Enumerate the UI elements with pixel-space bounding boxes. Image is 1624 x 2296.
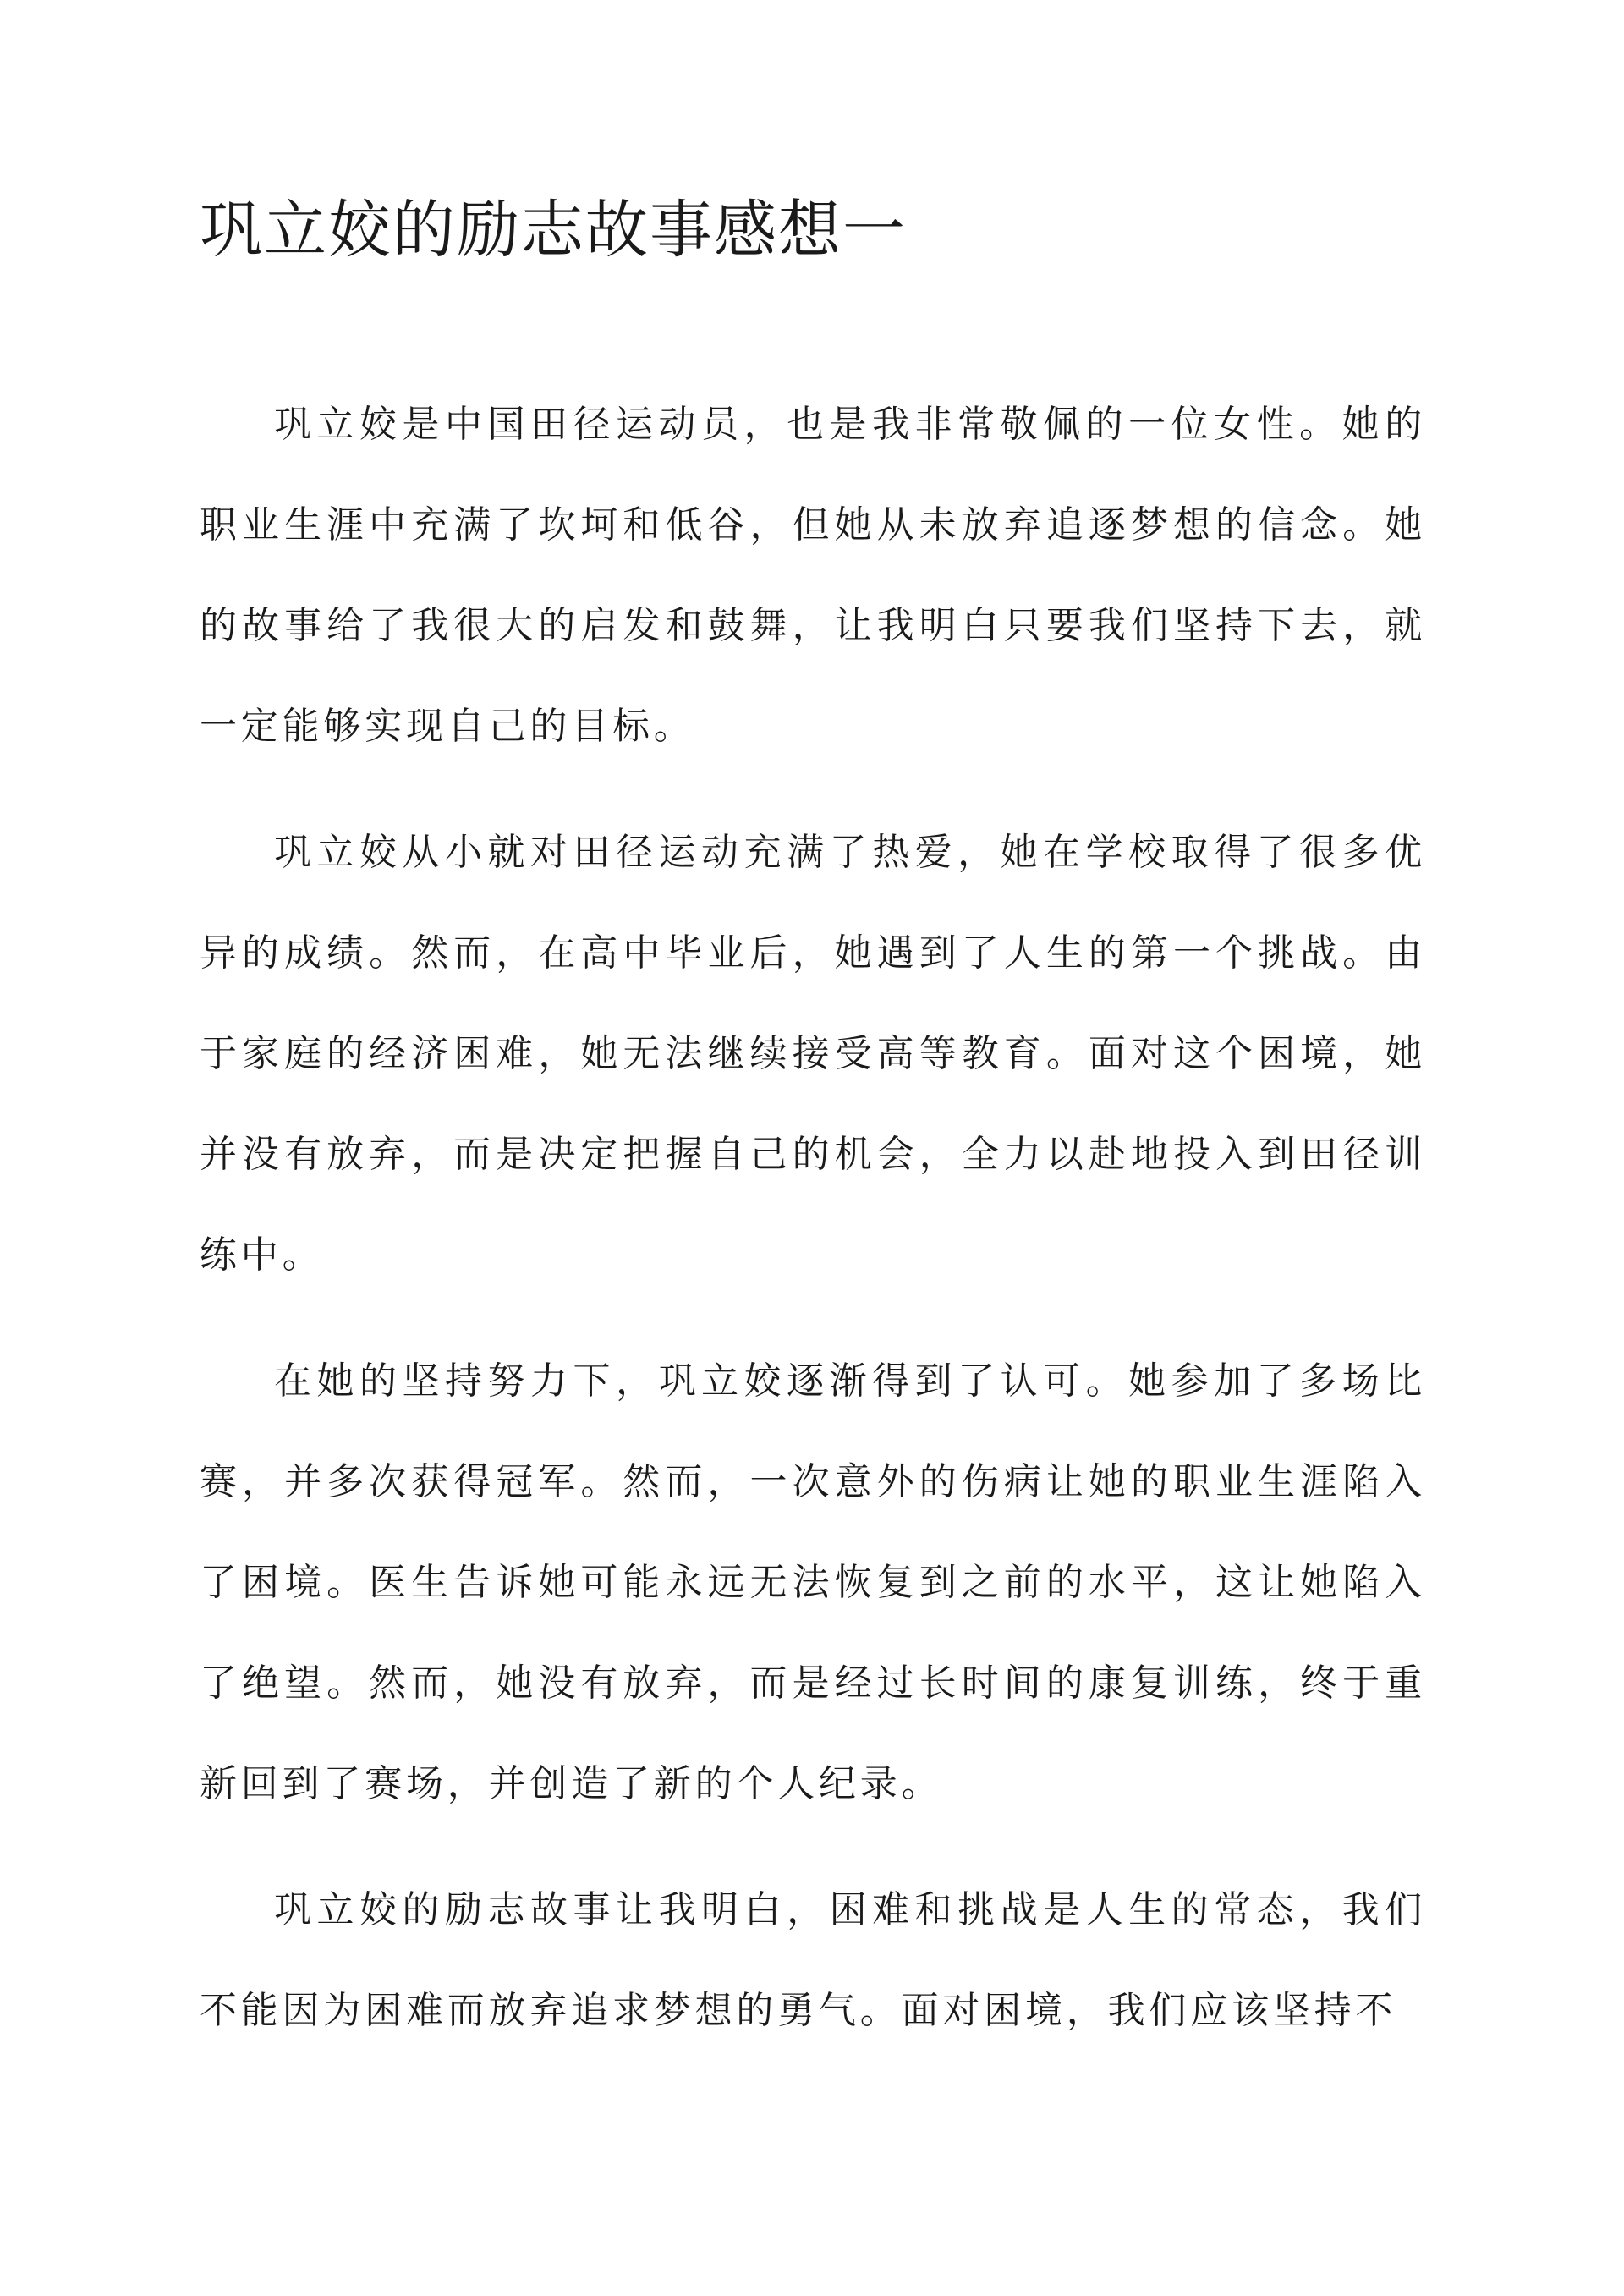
page-title: 巩立姣的励志故事感想一 (200, 194, 907, 266)
paragraph-3: 在她的坚持努力下，巩立姣逐渐得到了认可。她参加了多场比赛，并多次获得冠军。然而，一次意外的伤病让她的职业生涯陷入了困境。医生告诉她可能永远无法恢复到之前的水平，这让她陷入了绝望。然而，她没有放弃，而是经过长时间的康复训练，终于重新回到了赛场，并创造了新的个人纪录。 (200, 1359, 1426, 1805)
paragraph-4: 巩立姣的励志故事让我明白，困难和挑战是人生的常态，我们不能因为困难而放弃追求梦想的勇气。面对困境，我们应该坚持不 (200, 1888, 1426, 2032)
document-body (200, 374, 1426, 2086)
paragraph-1: 巩立姣是中国田径运动员，也是我非常敬佩的一位女性。她的职业生涯中充满了坎坷和低谷，但她从未放弃追逐梦想的信念。她的故事给了我很大的启发和鼓舞，让我明白只要我们坚持下去，就一定能够实现自己的目标。 (200, 403, 1426, 748)
paragraph-2: 巩立姣从小就对田径运动充满了热爱，她在学校取得了很多优异的成绩。然而，在高中毕业后，她遇到了人生的第一个挑战。由于家庭的经济困难，她无法继续接受高等教育。面对这个困境，她并没有放弃，而是决定把握自己的机会，全力以赴地投入到田径训练中。 (200, 831, 1426, 1277)
